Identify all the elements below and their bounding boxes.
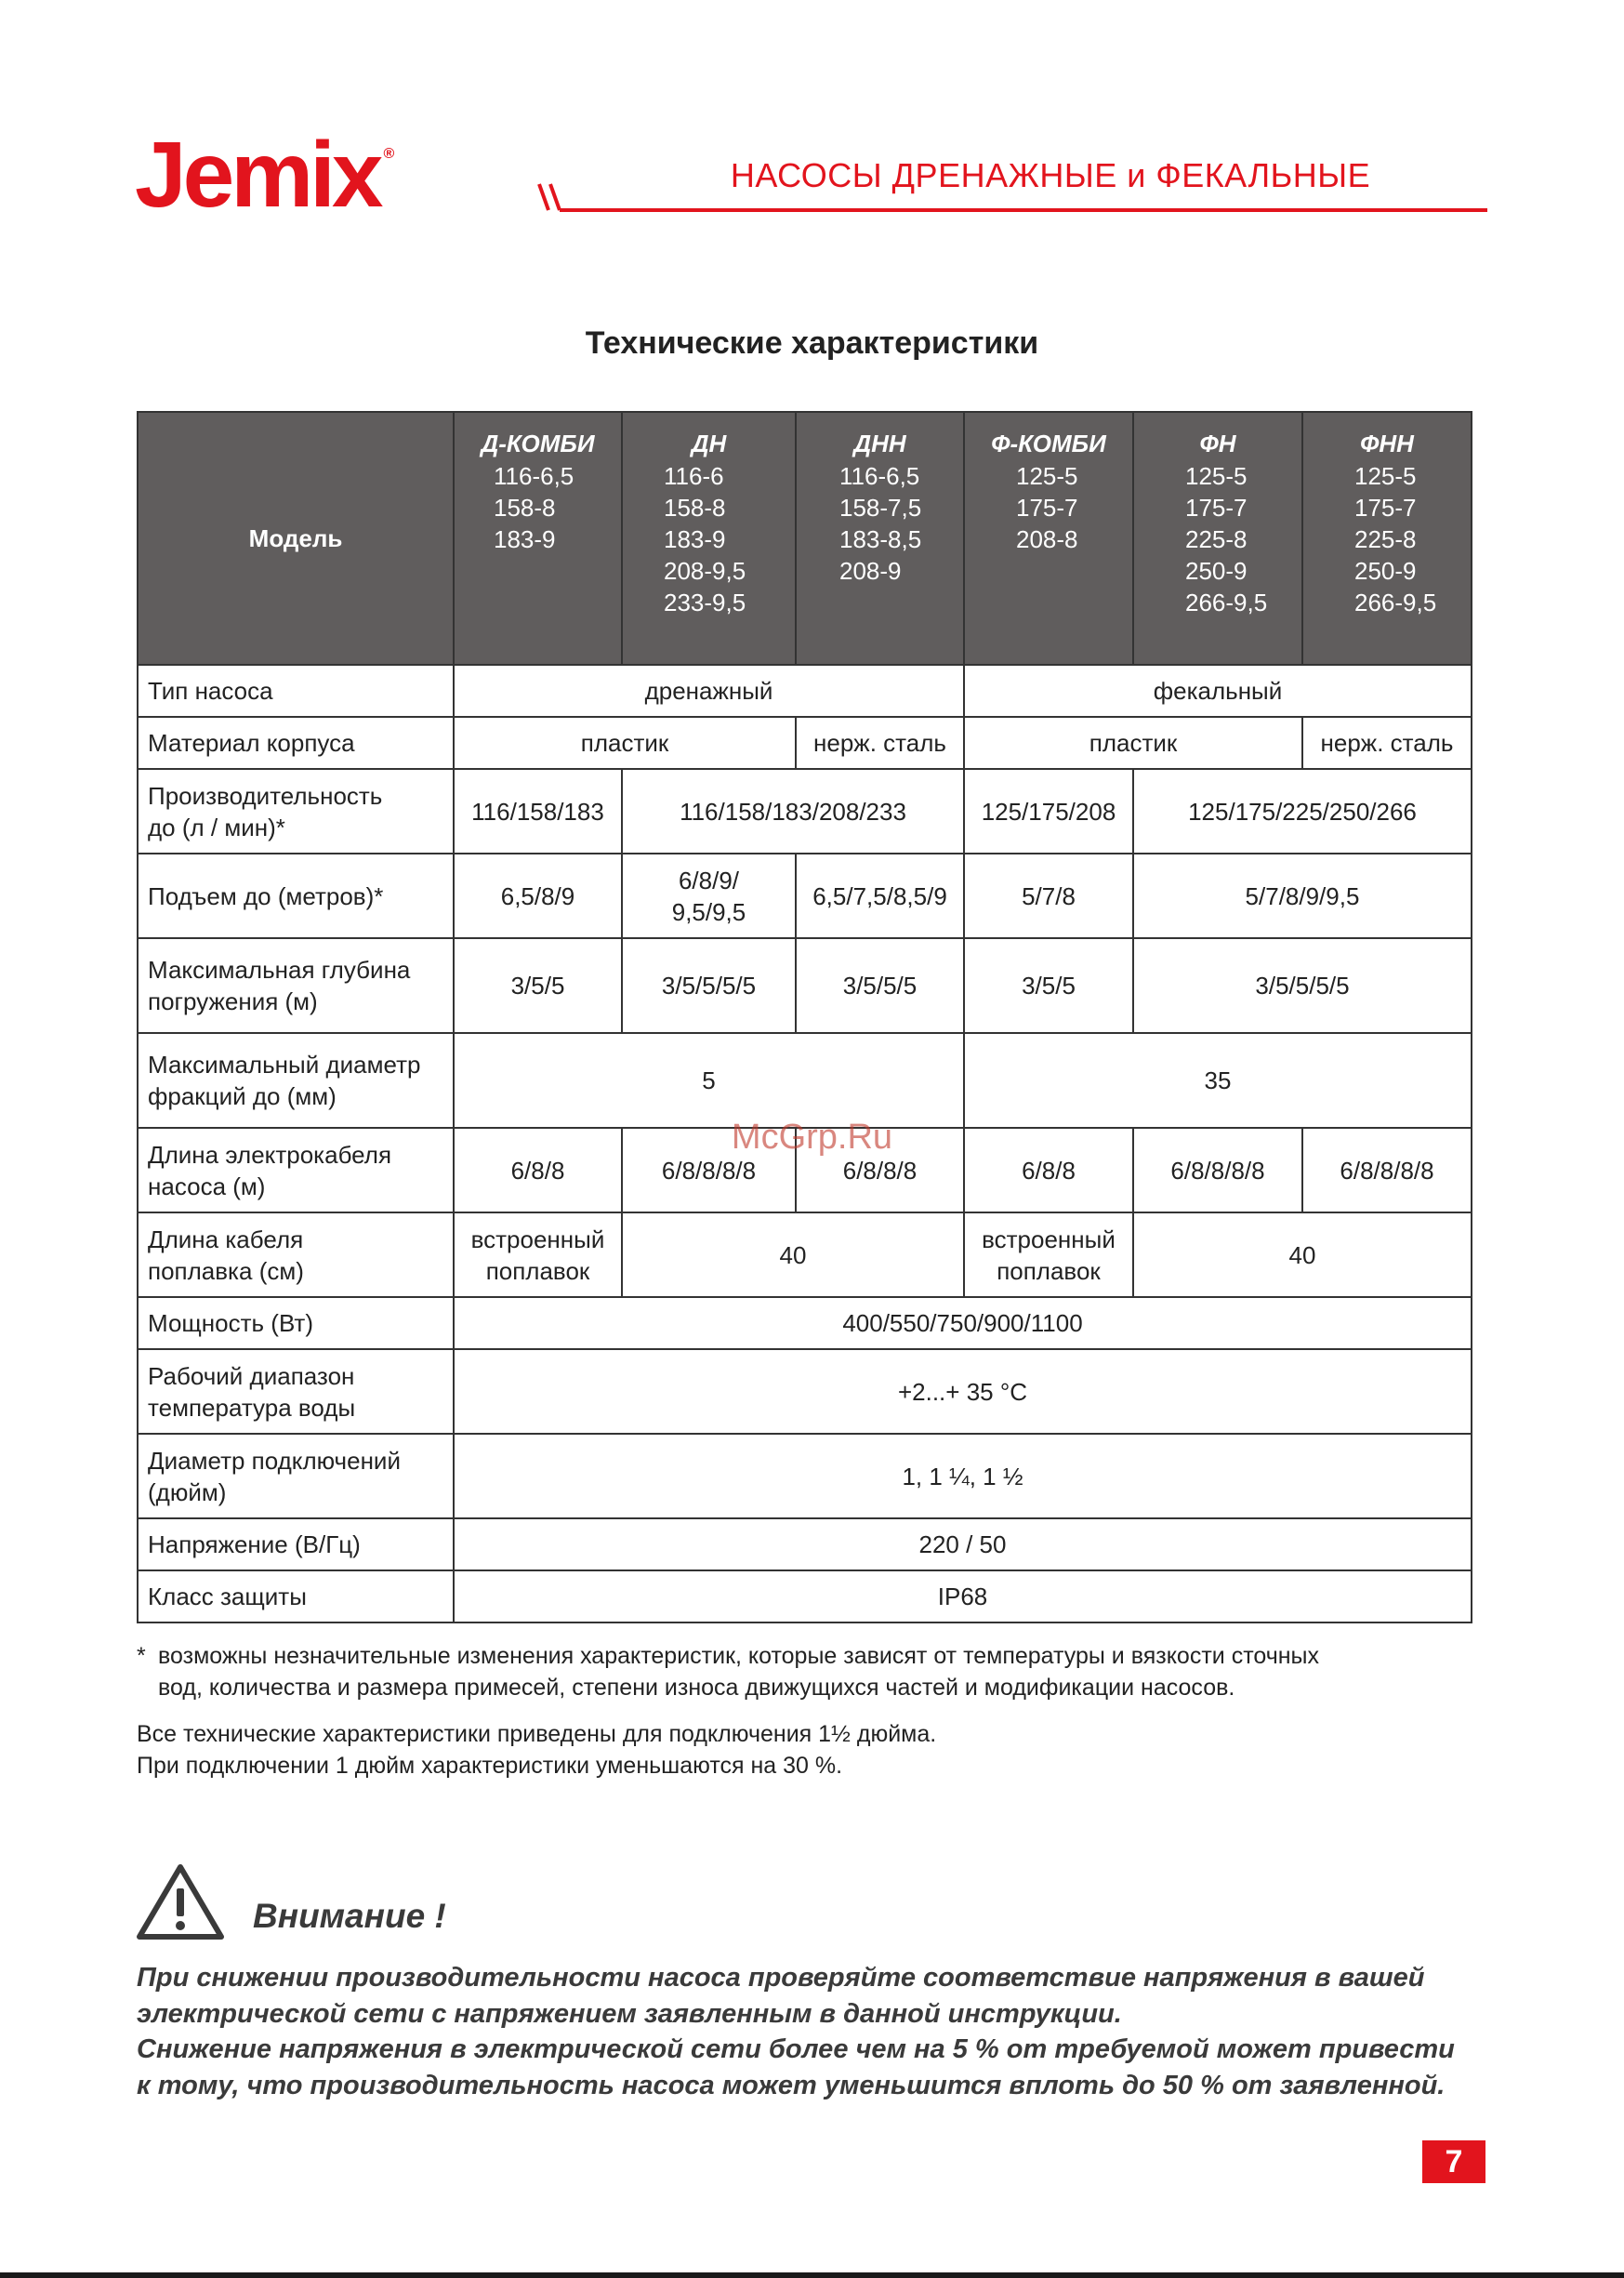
row-label: Рабочий диапазон температура воды [138,1349,454,1434]
table-cell: 6/8/8 [454,1128,622,1212]
row-label: Диаметр подключений (дюйм) [138,1434,454,1518]
table-row [138,854,1472,938]
table-cell: 6,5/7,5/8,5/9 [796,854,964,938]
table-cell: 3/5/5/5 [796,938,964,1033]
warning-icon [136,1862,225,1940]
table-row [138,1212,1472,1297]
warning-title: Внимание ! [253,1897,446,1935]
registered-mark: ® [383,146,395,162]
table-cell: дренажный [454,665,964,717]
table-cell: 400/550/750/900/1100 [454,1297,1472,1349]
footnote-line: вод, количества и размера примесей, степени износа движущихся частей и модификации насосов. [158,1675,1235,1701]
row-label: Подъем до (метров)* [138,854,454,938]
connection-note: Все технические характеристики приведены для подключения 1½ дюйма. При подключении 1 дюйм характеристики уменьшаются на 30 %. [137,1721,937,1779]
spec-table [137,411,1472,1623]
table-cell: 6/8/8/8/8 [622,1128,796,1212]
row-label: Максимальный диаметр фракций до (мм) [138,1033,454,1128]
table-cell: 6/8/8/8/8 [1133,1128,1302,1212]
model-name: ДНН [853,430,906,457]
table-cell: IP68 [454,1570,1472,1622]
table-cell: 125/175/208 [964,769,1133,854]
footnote-line: возможны незначительные изменения характеристик, которые зависят от температуры и вязкости сточных [158,1643,1320,1669]
table-cell: 3/5/5/5/5 [622,938,796,1033]
row-label: Максимальная глубина погружения (м) [138,938,454,1033]
table-cell: 6/8/9/ 9,5/9,5 [622,854,796,938]
table-cell: 40 [1133,1212,1472,1297]
table-cell: 6/8/8/8 [796,1128,964,1212]
model-header: Модель [138,412,454,665]
table-cell: 6,5/8/9 [454,854,622,938]
table-cell: 5/7/8 [964,854,1133,938]
table-cell: пластик [964,717,1302,769]
model-name: Д-КОМБИ [481,430,595,457]
table-row [138,1033,1472,1128]
table-cell: 3/5/5 [454,938,622,1033]
model-column [622,412,796,665]
table-row [138,1570,1472,1622]
warning-text: При снижении производительности насоса проверяйте соответствие напряжения в вашей электрической сети с напряжением заявленным в данной инструкции. Снижение напряжения в электрической сети более чем на 5 % от требуемой может привести к тому, что производительность насоса может уменьшится вплоть до 50 % от заявленной. [137,1963,1455,2100]
table-row [138,1434,1472,1518]
table-cell: пластик [454,717,796,769]
table-cell: 5 [454,1033,964,1128]
model-column [796,412,964,665]
table-cell: +2...+ 35 °С [454,1349,1472,1434]
model-name: ФН [1199,430,1236,457]
model-column [1302,412,1472,665]
table-cell: нерж. сталь [1302,717,1472,769]
footnote [137,1640,1475,1703]
watermark: McGrp.Ru [731,1118,893,1157]
footnote-star: * [137,1643,146,1669]
table-row [138,665,1472,717]
bottom-rule [0,2272,1624,2278]
table-cell: 35 [964,1033,1472,1128]
model-variants: 116-6 158-8 183-9 208-9,5 233-9,5 [664,462,746,616]
table-cell: встроенный поплавок [964,1212,1133,1297]
header-title: НАСОСЫ ДРЕНАЖНЫЕ и ФЕКАЛЬНЫЕ [730,156,1371,194]
table-cell: 116/158/183 [454,769,622,854]
model-variants: 125-5 175-7 225-8 250-9 266-9,5 [1185,462,1268,616]
model-name: Ф-КОМБИ [991,430,1106,457]
table-cell: 6/8/8/8/8 [1302,1128,1472,1212]
table-cell: 3/5/5/5/5 [1133,938,1472,1033]
table-cell: 3/5/5 [964,938,1133,1033]
model-name: ДН [691,430,727,457]
header-row [138,412,1472,665]
table-row [138,1518,1472,1570]
table-row [138,1349,1472,1434]
row-label: Длина электрокабеля насоса (м) [138,1128,454,1212]
table-cell: фекальный [964,665,1472,717]
model-column [1133,412,1302,665]
brand-logo: Jemix ® [135,123,395,227]
table-row [138,1297,1472,1349]
model-variants: 125-5 175-7 208-8 [1016,462,1078,553]
section-title: Технические характеристики [585,325,1039,361]
table-row [138,938,1472,1033]
table-cell: 5/7/8/9/9,5 [1133,854,1472,938]
row-label: Тип насоса [138,665,454,717]
table-row [138,717,1472,769]
model-name: ФНН [1360,430,1414,457]
model-column [964,412,1133,665]
model-column [454,412,622,665]
model-variants: 125-5 175-7 225-8 250-9 266-9,5 [1354,462,1437,616]
row-label: Напряжение (В/Гц) [138,1518,454,1570]
row-label: Производительность до (л / мин)* [138,769,454,854]
row-label: Длина кабеля поплавка (см) [138,1212,454,1297]
table-cell: 220 / 50 [454,1518,1472,1570]
table-row [138,769,1472,854]
table-cell: нерж. сталь [796,717,964,769]
table-cell: 125/175/225/250/266 [1133,769,1472,854]
model-variants: 116-6,5 158-8 183-9 [494,462,574,553]
table-cell: 116/158/183/208/233 [622,769,964,854]
page-number: 7 [1422,2140,1485,2183]
table-cell: 1, 1 ¼, 1 ½ [454,1434,1472,1518]
row-label: Мощность (Вт) [138,1297,454,1349]
row-label: Класс защиты [138,1570,454,1622]
table-cell: 40 [622,1212,964,1297]
table-cell: встроенный поплавок [454,1212,622,1297]
model-variants: 116-6,5 158-7,5 183-8,5 208-9 [839,462,922,585]
table-cell: 6/8/8 [964,1128,1133,1212]
row-label: Материал корпуса [138,717,454,769]
